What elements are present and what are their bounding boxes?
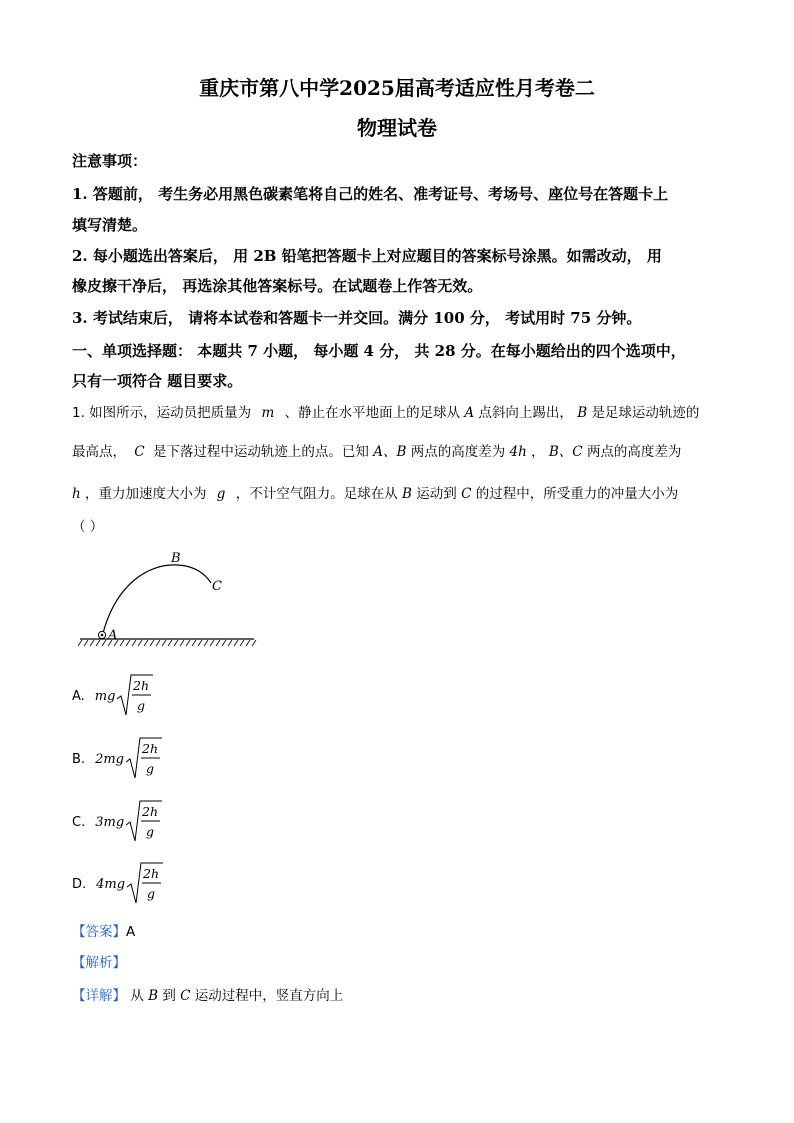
question-line [72,440,681,460]
subject-title: 物理试卷 [357,116,437,140]
detail-line [72,984,343,1004]
label-B: B [171,551,181,566]
fraction-numerator: 2h [142,804,159,819]
answer-value: A [126,924,136,940]
var-C: C [461,486,472,502]
var-B: B [402,486,412,502]
var-A: A [464,405,475,421]
var-B: B [148,988,159,1004]
option-coef: 2mg [95,751,124,767]
q-text: ， [531,444,545,460]
sqrt-fraction [125,861,165,907]
q-text: 两点的高度差为 [586,444,682,460]
sqrt-fraction [124,799,164,845]
option-c[interactable] [72,799,164,845]
trajectory-curve [103,565,211,633]
option-d[interactable] [72,861,165,907]
q-text: ，不计空气阻力。足球在从 [235,486,398,502]
question-line [72,482,678,502]
detail-text: 运动过程中，竖直方向上 [194,988,344,1004]
notice-item: 3. 考试结束后， 请将本试卷和答题卡一并交回。满分 100 分， 考试用时 75 分钟。 [72,309,642,327]
q-text: 最高点， [72,444,126,460]
notice-item: 橡皮擦干净后， 再选涂其他答案标号。在试题卷上作答无效。 [72,277,483,295]
q-text: 两点的高度差为 [410,444,506,460]
ball-icon [98,631,105,638]
ground [78,639,256,646]
option-letter: A. [72,688,85,704]
answer-line [72,920,135,940]
fraction-denominator: g [137,698,146,713]
option-coef: 4mg [96,876,126,892]
notice-item: 2. 每小题选出答案后， 用 2B 铅笔把答题卡上对应题目的答案标号涂黑。如需改动， 用 [72,247,662,265]
var-4h: 4h [509,444,527,460]
q-text: 运动到 [416,486,457,502]
q-text: 是足球运动轨迹的 [591,405,700,421]
fraction-denominator: g [147,886,156,901]
option-a[interactable] [72,673,155,719]
detail-tag: 【详解】 [72,988,126,1004]
q-text: ，重力加速度大小为 [85,486,207,502]
fraction-denominator: g [146,824,155,839]
var-h: h [72,486,81,502]
analysis-tag: 【解析】 [72,955,126,971]
option-letter: D. [72,876,87,892]
label-C: C [212,579,222,594]
var-C: C [134,444,145,460]
label-A: A [108,628,118,643]
question-line [72,401,699,421]
q-text: 1. 如图所示，运动员把质量为 [72,405,252,421]
sqrt-fraction [124,736,164,782]
option-letter: C. [72,814,86,830]
fraction-numerator: 2h [143,866,160,881]
notice-item: 1. 答题前， 考生务必用黑色碳素笔将自己的姓名、准考证号、考场号、座位号在答题卡上 [72,185,669,203]
var-BC: B、C [548,444,583,460]
sqrt-fraction [115,673,155,719]
option-letter: B. [72,751,86,767]
analysis-line [72,951,126,971]
q-text: 点斜向上踢出， [478,405,573,421]
option-coef: 3mg [95,814,125,830]
var-B: B [577,405,588,421]
exam-title: 重庆市第八中学2025届高考适应性月考卷二 [199,76,595,100]
notice-heading: 注意事项： [72,152,148,170]
fraction-denominator: g [145,761,154,776]
detail-text: 到 [162,988,176,1004]
option-coef: mg [94,688,116,704]
section-heading: 一、单项选择题： 本题共 7 小题， 每小题 4 分， 共 28 分。在每小题给出的四个选项中， [72,342,686,360]
fraction-numerator: 2h [141,741,158,756]
trajectory-figure [78,545,263,653]
section-heading-cont: 只有一项符合 题目要求。 [72,372,243,390]
var-g: g [216,486,226,502]
q-text: 的过程中，所受重力的冲量大小为 [475,486,679,502]
var-m: m [261,405,275,421]
q-text: 是下落过程中运动轨迹上的点。已知 [152,444,369,460]
q-text: 、静止在水平地面上的足球从 [284,405,461,421]
detail-text: 从 [130,988,144,1004]
option-b[interactable] [72,736,164,782]
var-AB: A、B [373,444,407,460]
var-C: C [180,988,191,1004]
notice-item: 填写清楚。 [72,216,148,234]
answer-bracket: （ ） [72,519,104,535]
fraction-numerator: 2h [133,678,150,693]
answer-tag: 【答案】 [72,924,126,940]
